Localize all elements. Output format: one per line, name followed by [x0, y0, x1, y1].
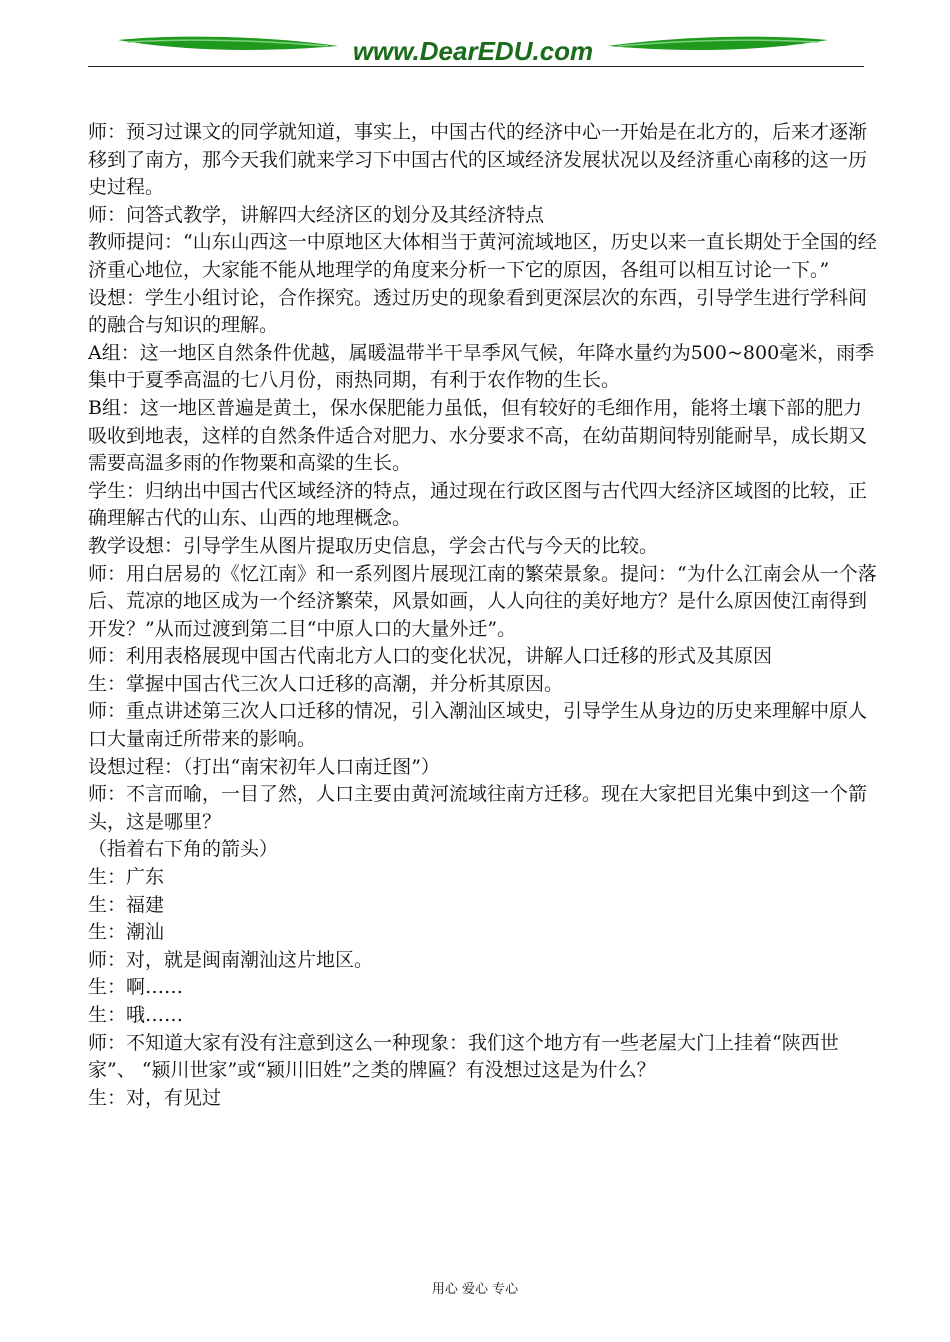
paragraph: 学生：归纳出中国古代区域经济的特点，通过现在行政区图与古代四大经济区域图的比较，正确理解古代的山东、山西的地理概念。: [88, 479, 868, 530]
paragraph: 教学设想：引导学生从图片提取历史信息，学会古代与今天的比较。: [88, 534, 659, 557]
paragraph: 师：不知道大家有没有注意到这么一种现象：我们这个地方有一些老屋大门上挂着“陕西世家”、 “颍川世家”或“颍川旧姓”之类的牌匾？有没想过这是为什么？: [88, 1031, 839, 1082]
paragraph: （指着右下角的箭头）: [88, 838, 279, 861]
paragraph: 生：对，有见过: [88, 1086, 222, 1109]
paragraph: 师：预习过课文的同学就知道，事实上，中国古代的经济中心一开始是在北方的，后来才逐渐移到了南方，那今天我们就来学习下中国古代的区域经济发展状况以及经济重心南移的这一历史过程。: [88, 121, 868, 199]
paragraph: 生：广东: [88, 866, 165, 889]
right-leaf-icon: [608, 37, 828, 50]
site-name: www.DearEDU.com: [352, 36, 594, 66]
header-divider: [88, 66, 864, 67]
paragraph: B组：这一地区普遍是黄土，保水保肥能力虽低，但有较好的毛细作用，能将土壤下部的肥力吸收到地表，这样的自然条件适合对肥力、水分要求不高，在幼苗期间特别能耐旱，成长期又需要高温多雨的作物粟和高粱的生长。: [88, 396, 868, 475]
paragraph: 师：对，就是闽南潮汕这片地区。: [88, 948, 374, 971]
paragraph: 师：重点讲述第三次人口迁移的情况，引入潮汕区域史，引导学生从身边的历史来理解中原人口大量南迁所带来的影响。: [88, 700, 868, 751]
paragraph: 生：潮汕: [88, 921, 165, 944]
left-leaf-icon: [118, 37, 338, 50]
paragraph: A组：这一地区自然条件优越，属暖温带半干旱季风气候，年降水量约为500~800毫米，雨季集中于夏季高温的七八月份，雨热同期，有利于农作物的生长。: [88, 341, 875, 392]
paragraph: 师：利用表格展现中国古代南北方人口的变化状况，讲解人口迁移的形式及其原因: [88, 645, 773, 668]
paragraph: 设想过程：（打出“南宋初年人口南迁图”）: [88, 755, 440, 778]
page-footer: 用心 爱心 专心: [431, 1282, 519, 1297]
paragraph: 师：问答式教学，讲解四大经济区的划分及其经济特点: [88, 203, 545, 226]
paragraph: 生：哦……: [88, 1004, 184, 1026]
paragraph: 设想：学生小组讨论，合作探究。透过历史的现象看到更深层次的东西，引导学生进行学科间的融合与知识的理解。: [88, 286, 868, 337]
paragraph: 生：掌握中国古代三次人口迁移的高潮，并分析其原因。: [88, 672, 564, 695]
paragraph: 师：不言而喻，一目了然，人口主要由黄河流域往南方迁移。现在大家把目光集中到这一个箭头，这是哪里？: [88, 783, 868, 833]
paragraph: 师：用白居易的《忆江南》和一系列图片展现江南的繁荣景象。提问：“为什么江南会从一个落后、荒凉的地区成为一个经济繁荣，风景如画，人人向往的美好地方？是什么原因使江南得到开发？”从而过渡到第二目“中原人口的大量外迁”。: [88, 562, 877, 640]
document-body: [88, 119, 878, 1112]
paragraph: 生：啊……: [88, 976, 184, 999]
paragraph: 教师提问：“山东山西这一中原地区大体相当于黄河流域地区，历史以来一直长期处于全国的经济重心地位，大家能不能从地理学的角度来分析一下它的原因，各组可以相互讨论一下。”: [88, 231, 877, 281]
paragraph: 生：福建: [88, 893, 165, 916]
